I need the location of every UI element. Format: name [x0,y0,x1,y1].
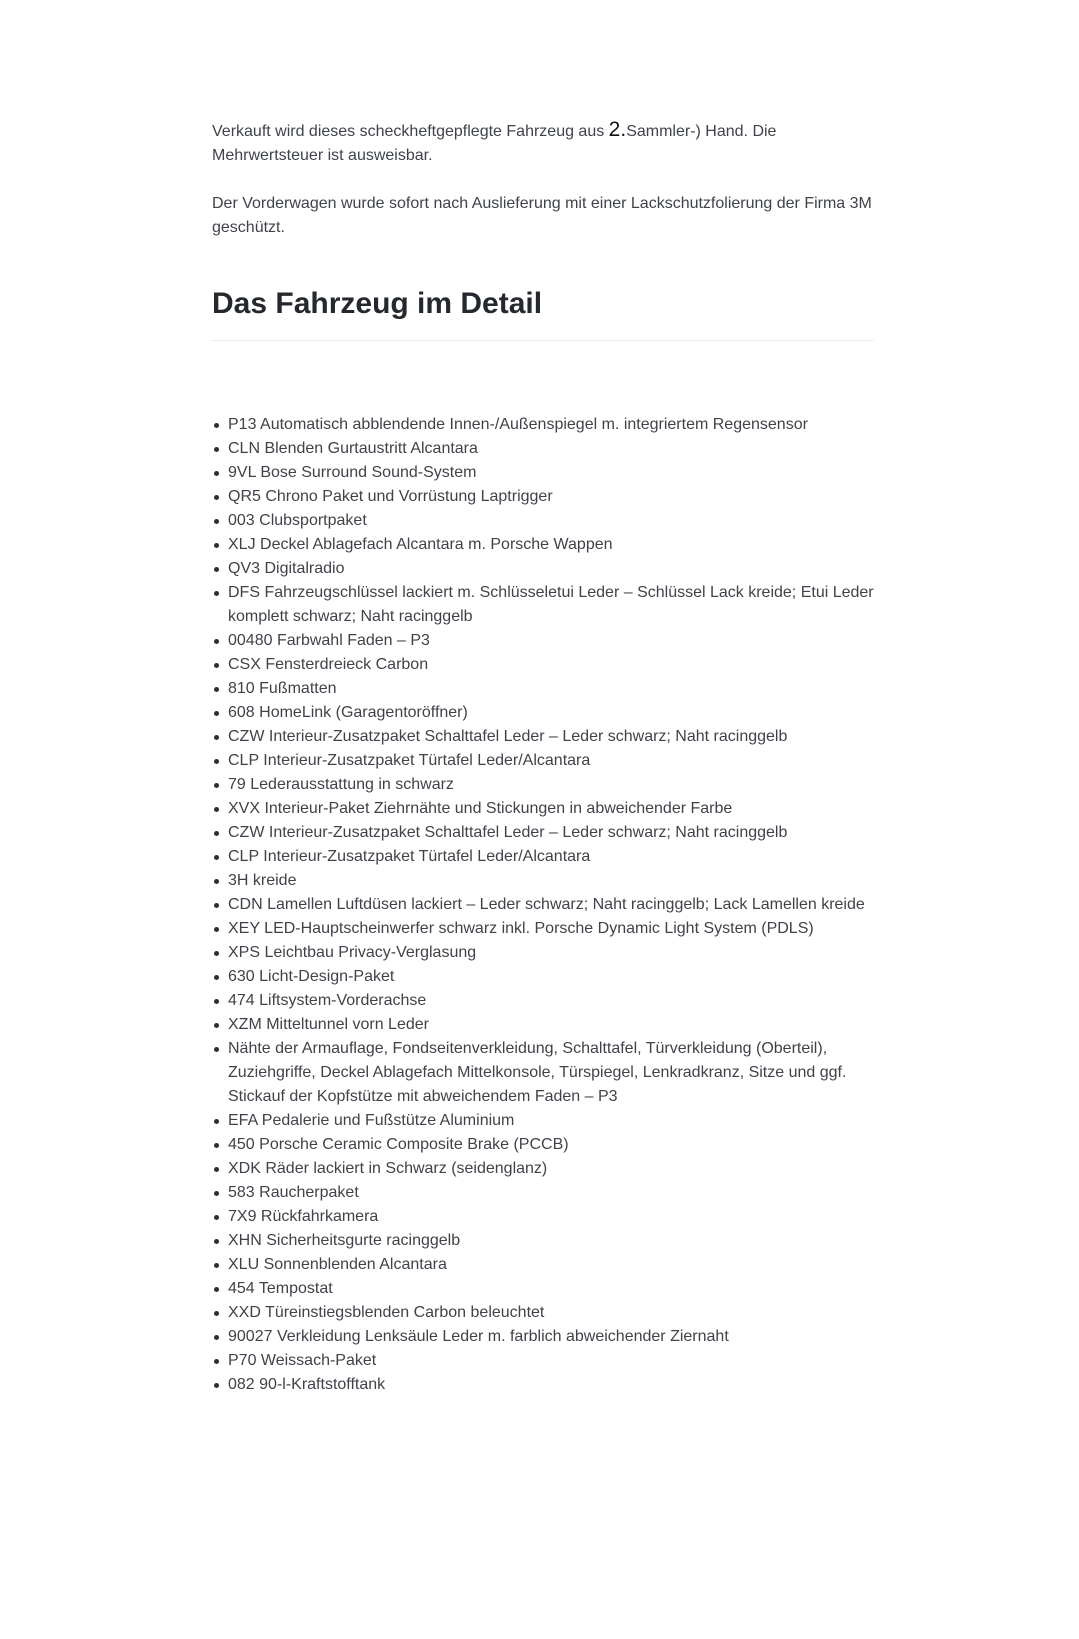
intro-text [212,118,874,240]
equipment-list-item: DFS Fahrzeugschlüssel lackiert m. Schlüsseletui Leder – Schlüssel Lack kreide; Etui Leder komplett schwarz; Naht racinggelb [212,581,874,629]
equipment-list-item: 474 Liftsystem-Vorderachse [212,989,874,1013]
equipment-list-item: CLN Blenden Gurtaustritt Alcantara [212,437,874,461]
equipment-list-item: 810 Fußmatten [212,677,874,701]
equipment-list-item: 79 Lederausstattung in schwarz [212,773,874,797]
equipment-list-item: 9VL Bose Surround Sound-System [212,461,874,485]
equipment-list-item: CLP Interieur-Zusatzpaket Türtafel Leder/Alcantara [212,845,874,869]
equipment-list-item: XXD Türeinstiegsblenden Carbon beleuchtet [212,1301,874,1325]
equipment-list-item: XLU Sonnenblenden Alcantara [212,1253,874,1277]
equipment-list-item: P70 Weissach-Paket [212,1349,874,1373]
equipment-list-item: CSX Fensterdreieck Carbon [212,653,874,677]
equipment-list-item: 450 Porsche Ceramic Composite Brake (PCCB) [212,1133,874,1157]
equipment-list-item: 630 Licht-Design-Paket [212,965,874,989]
equipment-list-item: 90027 Verkleidung Lenksäule Leder m. farblich abweichender Ziernaht [212,1325,874,1349]
equipment-list-item: XPS Leichtbau Privacy-Verglasung [212,941,874,965]
equipment-list-item: XZM Mitteltunnel vorn Leder [212,1013,874,1037]
equipment-list-item: EFA Pedalerie und Fußstütze Aluminium [212,1109,874,1133]
intro-paragraph-1-end: Sammler-) Hand. Die Mehrwertsteuer ist ausweisbar. [212,123,777,164]
intro-paragraph-1 [212,118,874,168]
equipment-list-item: CZW Interieur-Zusatzpaket Schalttafel Leder – Leder schwarz; Naht racinggelb [212,725,874,749]
equipment-list-item: XEY LED-Hauptscheinwerfer schwarz inkl. Porsche Dynamic Light System (PDLS) [212,917,874,941]
owner-number: 2. [608,118,627,141]
equipment-list-item: 7X9 Rückfahrkamera [212,1205,874,1229]
equipment-list-item: CDN Lamellen Luftdüsen lackiert – Leder schwarz; Naht racinggelb; Lack Lamellen kreide [212,893,874,917]
equipment-list-item: 082 90-l-Kraftstofftank [212,1373,874,1397]
equipment-list-item: XDK Räder lackiert in Schwarz (seidenglanz) [212,1157,874,1181]
equipment-list-item: CZW Interieur-Zusatzpaket Schalttafel Leder – Leder schwarz; Naht racinggelb [212,821,874,845]
section-title: Das Fahrzeug im Detail [212,287,543,320]
equipment-list-item: XVX Interieur-Paket Ziehrnähte und Stickungen in abweichender Farbe [212,797,874,821]
equipment-list-item: XLJ Deckel Ablagefach Alcantara m. Porsche Wappen [212,533,874,557]
equipment-list-item: Nähte der Armauflage, Fondseitenverkleidung, Schalttafel, Türverkleidung (Oberteil), Zuziehgriffe, Deckel Ablagefach Mittelkonsole, Türspiegel, Lenkradkranz, Sitze und ggf. Stickauf der Kopfstütze mit abweichendem Faden – P3 [212,1037,874,1109]
equipment-list-item: P13 Automatisch abblendende Innen-/Außenspiegel m. integriertem Regensensor [212,413,874,437]
equipment-list-item: 00480 Farbwahl Faden – P3 [212,629,874,653]
equipment-list-item: 003 Clubsportpaket [212,509,874,533]
equipment-list-item: 3H kreide [212,869,874,893]
equipment-list-item: CLP Interieur-Zusatzpaket Türtafel Leder/Alcantara [212,749,874,773]
section-divider [212,340,874,341]
equipment-list [212,413,874,1397]
equipment-list-item: QR5 Chrono Paket und Vorrüstung Laptrigger [212,485,874,509]
intro-paragraph-2: Der Vorderwagen wurde sofort nach Auslieferung mit einer Lackschutzfolierung der Firma 3M geschützt. [212,195,872,236]
article-content [212,118,874,1393]
equipment-list-item: XHN Sicherheitsgurte racinggelb [212,1229,874,1253]
equipment-list-item: 608 HomeLink (Garagentoröffner) [212,701,874,725]
equipment-list-item: 583 Raucherpaket [212,1181,874,1205]
intro-paragraph-1-start: Verkauft wird dieses scheckheftgepflegte Fahrzeug aus [212,123,609,140]
equipment-list-item: 454 Tempostat [212,1277,874,1301]
equipment-list-item: QV3 Digitalradio [212,557,874,581]
